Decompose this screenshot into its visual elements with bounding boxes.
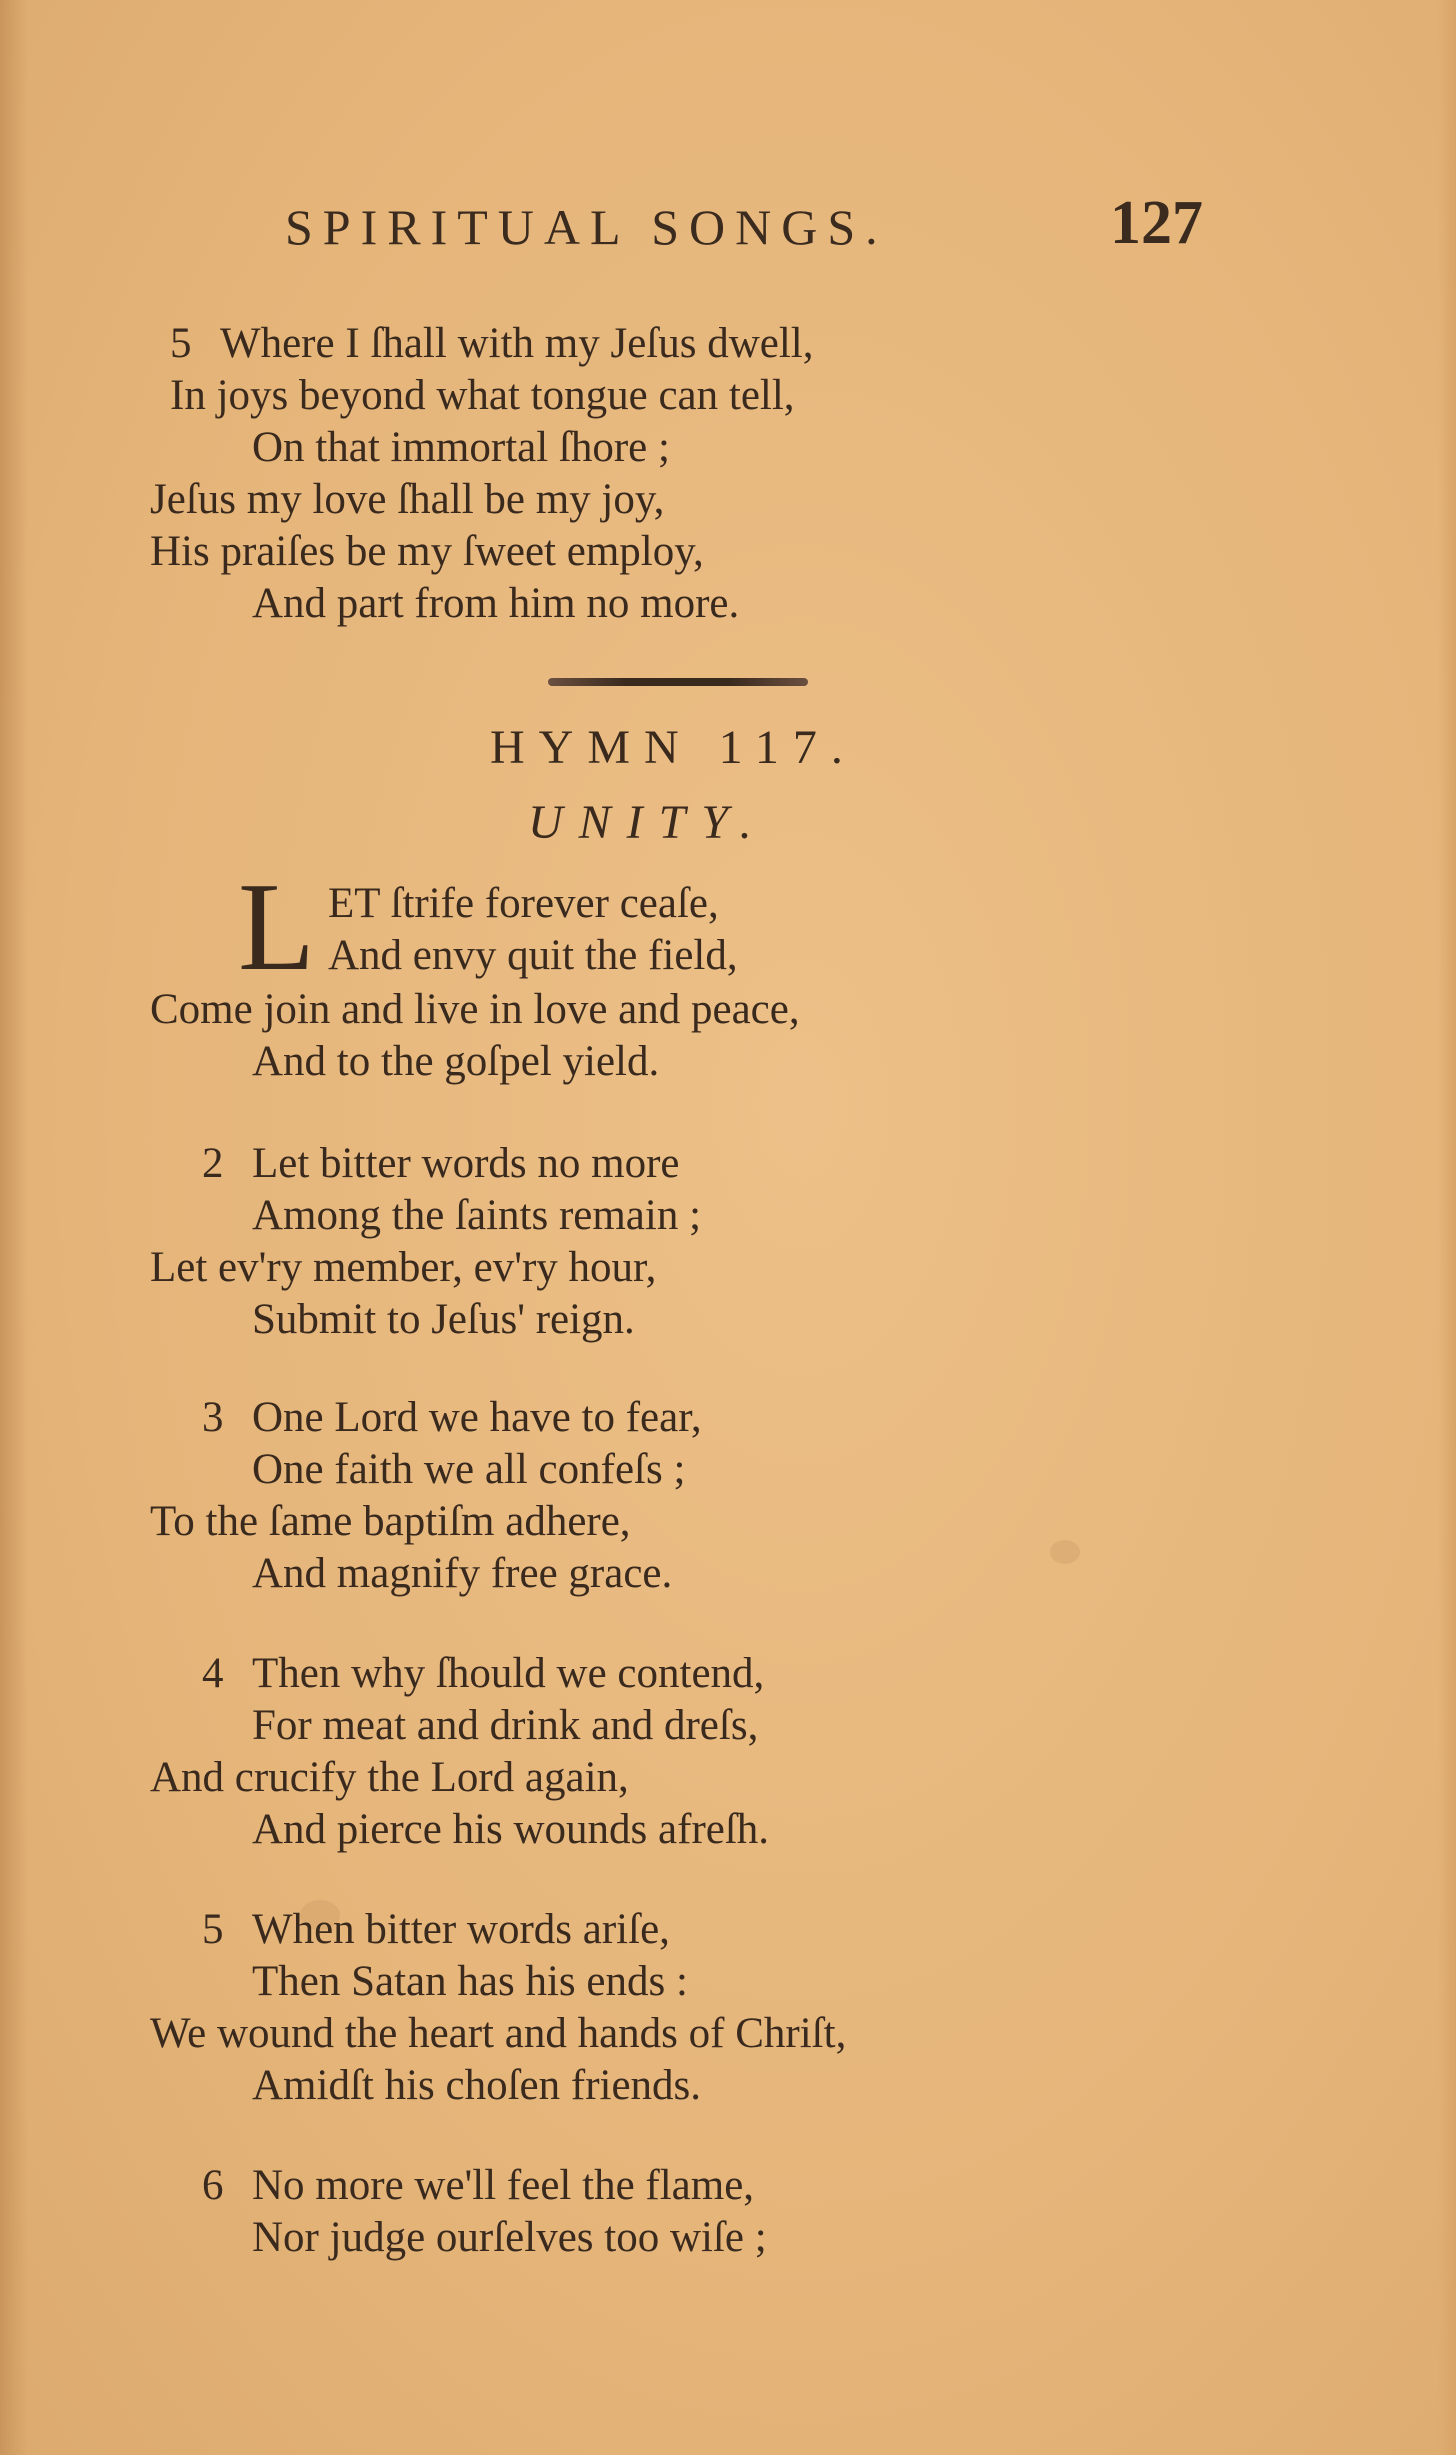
stanza-number: 5 [170,320,192,367]
verse-line: Submit to Jeſus' reign. [252,1296,635,1343]
stanza-number: 6 [202,2162,224,2209]
hymn-subtitle: UNITY. [528,796,768,849]
stanza-number: 5 [202,1906,224,1953]
verse-line: And pierce his wounds afreſh. [252,1806,770,1853]
verse-line: On that immortal ſhore ; [252,424,670,471]
verse-line: 4 Then why ſhould we contend, [202,1648,764,1700]
verse-line: And to the goſpel yield. [252,1038,660,1085]
verse-line: Among the ſaints remain ; [252,1192,702,1239]
verse-line: And envy quit the field, [328,932,738,979]
section-divider [548,678,808,686]
verse-line: And crucify the Lord again, [150,1754,629,1801]
drop-cap: L [238,858,315,997]
stanza-number: 4 [202,1650,224,1697]
verse-line: One faith we all confeſs ; [252,1446,686,1493]
verse-line: To the ſame baptiſm adhere, [150,1498,631,1545]
verse-line: Amidſt his choſen friends. [252,2062,702,2109]
page-edge-left [0,0,28,2455]
verse-line: Let ev'ry member, ev'ry hour, [150,1244,657,1291]
verse-line: Jeſus my love ſhall be my joy, [150,476,665,523]
hymn-title: HYMN 117. [490,721,857,774]
verse-line: We wound the heart and hands of Chriſt, [150,2010,847,2057]
verse-line: For meat and drink and dreſs, [252,1702,759,1749]
stanza-number: 3 [202,1394,224,1441]
verse-line: His praiſes be my ſweet employ, [150,528,704,575]
verse-line: 2 Let bitter words no more [202,1138,680,1190]
verse-line: 6 No more we'll feel the flame, [202,2160,754,2212]
stanza-number: 2 [202,1140,224,1187]
paper-stain [1050,1540,1080,1564]
page-edge-right [1438,0,1456,2455]
verse-line: Come join and live in love and peace, [150,986,800,1033]
verse-line: And part from him no more. [252,580,740,627]
running-head: SPIRITUAL SONGS. [285,199,888,255]
verse-line: ET ſtrife forever ceaſe, [328,880,719,927]
verse-line: 3 One Lord we have to fear, [202,1392,702,1444]
page-number: 127 [1110,189,1203,257]
verse-line: In joys beyond what tongue can tell, [170,372,795,419]
verse-line: 5 Where I ſhall with my Jeſus dwell, [170,318,814,370]
verse-line: And magnify free grace. [252,1550,673,1597]
verse-line: 5 When bitter words ariſe, [202,1904,670,1956]
verse-line: Then Satan has his ends : [252,1958,688,2005]
verse-line: Nor judge ourſelves too wiſe ; [252,2214,767,2261]
